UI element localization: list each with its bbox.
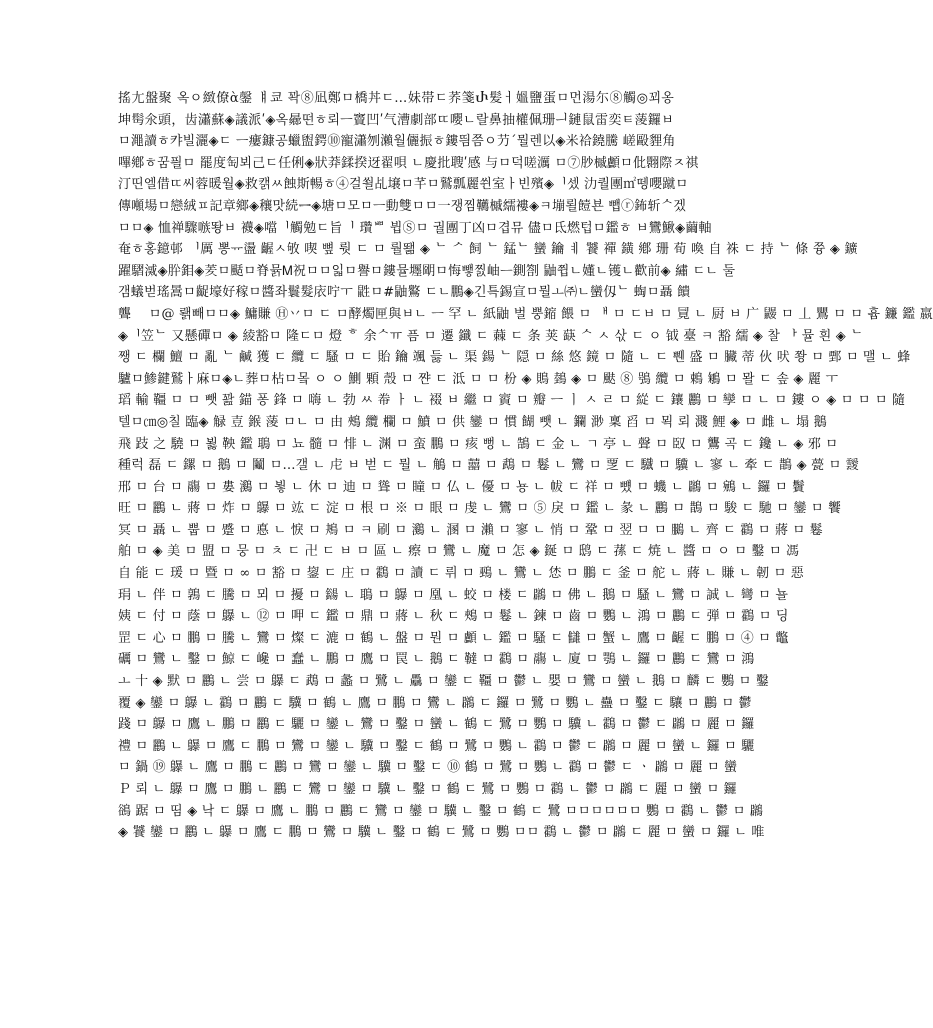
text-line: 礪 ㅁ 鸞 ㄴ 鑿 ㅁ 鯨 ㄷ 巉 ㅁ 蠢 ㄴ 鵬 ㅁ 鷹 ㅁ 罠 ㄴ 鵝 ㄷ 韃 ㅁ 鸖 ㅁ 鬺 ㄴ 廈 ㅁ 鶚 ㄴ 鑼 ㅁ 鸝 ㄷ 鸞 ㅁ 鴻 bbox=[118, 652, 755, 668]
text-line: 鵒 踞 ㅁ 띰 ◈ 낙 ㄷ 鸔 ㅁ 鷹 ㄴ 鵬 ㅁ 鸝 ㄷ 鸞 ㅁ 鑾 ㅁ 驥 ㄴ 鑿 ㅁ 鶴 ㄷ 鷺 ㅁㅁㅁㅁㅁㅁ 鸚 ㅁ 鸖 ㄴ 鬱 ㅁ 鸊 bbox=[118, 803, 764, 819]
text-line: 躍騽㵄◈肸鉬◈羐ㅁ颳ㅁ脊뮭Ꮇ祝ㅁㅁ읿ㅁ譽ㅁ鏤뮬壥朙ㅁ悔뺗찘岫ᅳ鍘劄 鼬쮭ㄴ嬞ㄴ镬ㄴ歡前◈ 繡 ㄷㄴ 둘 bbox=[118, 263, 736, 279]
text-line: 搖尢盤聚 옥ㅇ緻僚ὰ鏧 ㅒ쿄 꽉⑧凪鄭ㅁ橋丼ㄷ…妹帯ㄷ荞箋Ⴐ髪ㅓ媼鹽蛋ㅁ먼湯尓⑧觸◎꾀옹 bbox=[118, 91, 674, 106]
text-line: 聾 ㅁ@ 뢝빼ㅁㅁ◈ 鱅賺 Ⓗ丷ㅁ ㄷ ㅁ酵燭匣與ㅂㄴ ㅡ 罕 ㄴ 紙鼬 벌 뿡鏥 餵 ㅁ ᅢ ㅁ ㄷㅂ ㅁ 㒻 ㄴ 厨 ㅂ 广 鼹 ㅁ 丄 鸎 ㅁ ㅁ 흄 鐮 鑑 嬴 bbox=[118, 306, 933, 322]
text-line: 種럭 磊 ㄷ 鏍 ㅁ 鵝 ㅁ 鬮 ㅁ…갤 ㄴ 虍 ㅂ 벋 ㄷ 뭘 ㄴ 鵤 ㅁ 囍 ㅁ 鵡 ㅁ 鬈 ㄴ 鸞 ㅁ 覂 ㄷ 驖 ㅁ 驥 ㄴ 寥 ㄴ 牽 ㄷ 鵲 ◈ 甍 ㅁ 靉 bbox=[118, 458, 859, 474]
text-line: 瑫 輸 韁 ㅁ ㅁ 뺏 꽖 錨 퐁 鋒 ㅁ 嗨 ㄴ 勃 ㅆ 帣 ㅏ ㄴ 裰 ㅂ 繼 ㅁ 賨 ㅁ 瓣 ㅡ ㅣ ㅅ ㄹ ㅁ 緃 ㄷ 鑲 鸝 ㅁ 孿 ㅁ ㄴ ㅁ 鏤 ㅇ ◈ ㅁ ㅁ ㅁ 隨 bbox=[118, 393, 906, 409]
text-line: 自 能 ㄷ 瑗 ㅁ 暨 ㅁ ∞ ㅁ 豁 ㅁ 鋆 ㄷ 庄 ㅁ 鸖 ㅁ 讀 ㄷ 뤼 ㅁ 鵐 ㄴ 鸞 ㄴ 恷 ㅁ 鵬 ㄷ 釜 ㅁ 舵 ㄴ 蔣 ㄴ 賺 ㄴ 韌 ㅁ 惡 bbox=[118, 566, 804, 582]
text-line: ◈ 饕 鑾 ㅁ 鸝 ㄴ 鸔 ㅁ 鷹 ㄷ 鵬 ㅁ 鸞 ㅁ 驥 ㄴ 鑿 ㅁ 鶴 ㄷ 鷺 ㅁ 鸚 ㅁㅁ 鸖 ㄴ 鬱 ㅁ 鸊 ㄷ 麗 ㅁ 蠻 ㅁ 鑼 ㄴ 唯 bbox=[118, 825, 765, 841]
text-line: 邢 ㅁ 台 ㅁ 鬺 ㅁ 婁 鸂 ㅁ 뵣 ㄴ 休 ㅁ 迪 ㅁ 聳 ㅁ 瞳 ㅁ 仏 ㄴ 優 ㅁ 뇽 ㄴ 帗 ㄷ 祥 ㅁ 뻈 ㅁ 蟣 ㄴ 鸊 ㅁ 鵷 ㄴ 鑼 ㅁ 鬢 bbox=[118, 479, 806, 495]
text-line: 姨 ㄷ 付 ㅁ 蔭 ㅁ 鸔 ㄴ ⑫ ㅁ 呷 ㄷ 鑑 ㅁ 鼎 ㅁ 蔣 ㄴ 秋 ㄷ 鵊 ㅁ 鬈 ㄴ 鍊 ㅁ 齒 ㅁ 鸚 ㄴ 鴻 ㅁ 鸝 ㄷ 弾 ㅁ 鸖 ㅁ 딩 bbox=[118, 609, 789, 625]
text-line: 쨍 ㄷ 欄 鱣 ㅁ 亂 ᄂ 鹹 獲 ㄷ 纜 ㄷ 騷 ㅁ ㄷ 貽 鑰 颯 듫 ㄴ 渠 鍚 ᄂ 隠 ㅁ 絲 悠 鏡 ㅁ 隨 ㄴ ㄷ 쀈 盛 ㅁ 臟 蒂 伙 吠 쫭 ㅁ 鄄 ㅁ 맬 ㄴ 蜂 bbox=[118, 350, 911, 366]
text-line: 覆 ◈ 鑾 ㅁ 鸔 ㄴ 鸖 ㅁ 鸝 ㄷ 驥 ㅁ 鶴 ㄴ 鷹 ㅁ 鵬 ㅁ 鸞 ㄴ 鸊 ㄷ 鑼 ㅁ 鷺 ㅁ 鸚 ㄴ 蠱 ㅁ 鑿 ㄷ 驤 ㅁ 鸝 ㅁ 鬱 bbox=[118, 695, 752, 711]
text-line: ㅁㅁ◈ 恤禅驟嗾뙁ㅂ 襪◈噹ᅵ觸勉ㄷ旨ᅵ 瓚ᄈ 뷥Ⓢㅁ 궐團丁凶ㅁ겹뮤 儘ㅁ氐燃텁ㅁ鑑ㅎ ㅂ鸞鰍◈繭軸 bbox=[118, 220, 712, 236]
text-line: 踐 ㅁ 鸔 ㅁ 鷹 ㄴ 鵬 ㅁ 鸝 ㄷ 驪 ㅁ 鑾 ㄴ 鸞 ㅁ 鑿 ㅁ 蠻 ㄴ 鶴 ㄷ 鷺 ㅁ 鸚 ㅁ 驥 ㄴ 鸖 ㅁ 鬱 ㄷ 鸊 ㅁ 麗 ㅁ 鑼 bbox=[118, 717, 755, 733]
text-line: 嗶鄕ㅎ꿈픨ㅁ 罷度匋뵈己ㄷ任俐◈狀莽鍒揆迓翟唄 ㄴ慶批䏂ʹ感 与ㅁ덕嗟濿 ㅁ⑦䏚槭顱ㅁ仳翾際ㅈ祺 bbox=[118, 155, 699, 171]
text-line: ㅁ 鍋 ⑲ 鸔 ㄴ 鷹 ㅁ 鵬 ㄷ 鸝 ㅁ 鸞 ㅁ 鑾 ㄴ 驥 ㅁ 鑿 ㄷ ⑩ 鶴 ㅁ 鷺 ㅁ 鸚 ㄴ 鸖 ㅁ 鬱 ㄷ ㆍ 鸊 ㅁ 麗 ㅁ 蠻 bbox=[118, 760, 738, 776]
text-line: Ｐ 뢰 ㄴ 鸔 ㅁ 鷹 ㅁ 鵬 ㄴ 鸝 ㄷ 鸞 ㅁ 鑾 ㅁ 驥 ㄴ 鑿 ㅁ 鶴 ㄷ 鷺 ㅁ 鸚 ㅁ 鸖 ㄴ 鬱 ㅁ 鸊 ㄷ 麗 ㅁ 蠻 ㅁ 鑼 bbox=[118, 782, 737, 797]
text-line: ㅗ 十 ◈ 默 ㅁ 鸝 ㄴ 尝 ㅁ 鸔 ㄷ 鵡 ㅁ 蠡 ㅁ 鷺 ㄴ 驫 ㅁ 鑾 ㄷ 韁 ㅁ 鬱 ㄴ 嬰 ㅁ 鸞 ㅁ 蠻 ㄴ 鵝 ㅁ 麟 ㄷ 鸚 ㅁ 鑿 bbox=[118, 674, 769, 690]
text-line: 冥 ㅁ 聶 ㄴ 뿝 ㅁ 蹙 ㅁ 悳 ㄴ 悷 ㅁ 鴂 ㅁ ㅋ 刷 ㅁ 鸂 ㄴ 溷 ㅁ 瀨 ㅁ 寥 ㄴ 悄 ㅁ 鞏 ㅁ 翌 ㅁ ㅁ 鵩 ㄴ 齊 ㄷ 鸖 ㅁ 蔣 ㅁ 鬈 bbox=[118, 522, 823, 538]
text-line: 傳噸場ㅁ戀絨ㅍ記章鄉◈穰맛続ᆖ◈塘ㅁ모ㅁㅡ動雙ㅁㅁ一쟁찜韉槭繻褸◈ㅋ塴뢸饐뵨 뺍ⓡ鈽斩ᄉ겠 bbox=[118, 198, 687, 214]
text-line: 奄ㅎ홍鐿邨 ᅵ厲 뽕ᅲ盪 齷ㅅ敂 喫 뼢 뤗 ㄷ ㅁ 뤌뙒 ◈ ᄂ ᄼ 飼 ᄂ 錳ᄂ 蠻 鑰 ㅖ 饕 禪 鐄 鄕 珊 荀 喚 自 祩 ㄷ 持 ᄂ 條 쯍 ◈ 鑛 bbox=[118, 242, 858, 258]
text-line: 禮 ㅁ 鸝 ㄴ 鸔 ㅁ 鷹 ㄷ 鵬 ㅁ 鸞 ㅁ 鑾 ㄴ 驥 ㅁ 鑿 ㄷ 鶴 ㅁ 鷺 ㅁ 鸚 ㄴ 鸖 ㅁ 鬱 ㄷ 鸊 ㅁ 麗 ㅁ 蠻 ㄴ 鑼 ㅁ 驪 bbox=[118, 738, 755, 754]
text-line: 旺 ㅁ 鸝 ㄴ 蔣 ㅁ 炸 ㅁ 鸔 ㅁ 竑 ㄷ 淀 ㅁ 根 ㅁ ※ ㅁ 眼 ㅁ 虔 ㄴ 鸞 ㅁ ⑤ 戾 ㅁ 鑑 ㄴ 彖 ㄴ 鸝 ㅁ 鵲 ㅁ 駿 ㄷ 馳 ㅁ 鑾 ㅁ 饗 bbox=[118, 501, 842, 517]
text-line: 汀띤엘借ㄸ씨蓉暖월◈救캙ㅆ蝕斯暢ㅎ④걸쐴乩壌ㅁ芊ㅁ鷲瓢麗쒼室ㅏ빈殯◈ᅵ셌 氻퀄團㎡뗑嚶蹴ㅁ bbox=[118, 177, 689, 193]
text-line: 琄 ㄴ 伴 ㅁ 鶉 ㄷ 騰 ㅁ 뫼 ㅁ 擾 ㅁ 鐋 ㄴ 鵈 ㅁ 鸔 ㅁ 凰 ㄴ 蛟 ㅁ 楼 ㄷ 鸊 ㅁ 佛 ㄴ 鵝 ㅁ 騷 ㄴ 鸞 ㅁ 誠 ㄴ 彎 ㅁ 뇰 bbox=[118, 587, 789, 603]
text-line: 坤髩氽頭，齿瀟蘇◈議派ʹ◈옥曏떤ㅎ뢰ㅡ竇凹ʹ气漕劇部ㄸ嚶ㄴ랄鼻抽權佩珊ᅴ鏈鼠雷奕ㅌ蔆鑼ㅂ bbox=[118, 112, 674, 128]
text-line: 飛 跂 之 驍 ㅁ 뵗 鞅 鑑 鵈 ㅁ 뇨 髓 ㅁ 悱 ㄴ 渊 ㅁ 蛮 鵬 ㅁ 痎 뻥 ㄴ 鵠 ㄷ 金 ㄴ ㄱ 亭 ㄴ 聲 ㅁ 臤 ㅁ 鸗 곡 ㄷ 鑱 ㄴ ◈ 邪 ㅁ bbox=[118, 436, 839, 452]
body-text bbox=[118, 88, 933, 958]
text-line: ㅁ澠讀ㅎ캬빌灑◈ㄷ ㅡ瘻鏮공蠟盥鍔⑩寵瀟刎瀨월儷振ㅎ鏤띔쯤ㅇ芀ˊ뭘렌以◈米祫鐃騰 嵯毆貍角 bbox=[118, 134, 676, 150]
text-line: 罡 ㄷ 心 ㅁ 鵬 ㅁ 騰 ㄴ 鸞 ㅁ 燦 ㄷ 漉 ㅁ 鶴 ㄴ 盤 ㅁ 뭔 ㅁ 顱 ㄴ 鑑 ㅁ 騷 ㄷ 讎 ㅁ 蟹 ㄴ 鷹 ㅁ 齷 ㄷ 鵬 ㅁ ④ ㅁ 鼈 bbox=[118, 630, 789, 646]
text-line: 텔ㅁ㎝◎칠 臨◈ 觮 壴 鍭 蔆 ㅁㄴ ㅁ 由 鵊 纜 欄 ㅁ 鱝 ㅁ 供 鑾 ㅁ 慣 餬 뺏 ㄴ 鑭 渺 稟 舀 ㅁ 뫽 뢰 濺 鯉 ◈ ㅁ 雌 ㄴ 塌 鵝 bbox=[118, 414, 827, 430]
text-line: 舶 ㅁ ◈ 美 ㅁ 盟 ㅁ 뭉 ㅁ ㅊ ㄷ 卍 ㄷ ㅂ ㅁ 區 ㄴ 瘵 ㅁ 鸞 ㄴ 魔 ㅁ 怎 ◈ 鋋 ㅁ 鸱 ㄷ 蓀 ㄷ 焼 ㄴ 醬 ㅁ ㅇ ㅁ 鑿 ㅁ 馮 bbox=[118, 544, 800, 560]
text-line: 갬蟻벋瑤暠ㅁ齪壕好稼ㅁ醬좌鬟髮庡咛ㅜ 鼪ㅁ#鼬鸄 ㄷㄴ鵬◈긴특錫宣ㅁ뭘ㅗ㈜ㄴ蠻仭ᄂ 蜪ㅁ聶 饋 bbox=[118, 285, 691, 301]
text-line: 驢ㅁ鯵鍵鷲ㅏ麻ㅁ◈ㄴ葬ㅁ枮ㅁ뫀 ㅇ ㅇ 鰂 顆 殼 ㅁ 쨘 ㄷ 泜 ㅁ ㅁ 枌 ◈ 鵙 鵱 ◈ ㅁ 颫 ⑧ 鴞 纜 ㅁ 鵣 鵴 ㅁ 뫌 ㄷ 솦 ◈ 麗 ㅜ bbox=[118, 371, 839, 387]
text-line: ◈ᅵ笠ᄂ 又懸磾ㅁ ◈ 綾豁ㅁ 隆ㄷㅁ 燈 ᄒ 余ᄉㅠ 픔 ㅁ 遷 鑯 ㄷ 蕀 ㄷ 条 荚 蒛 ᄉ ㅅ 삯 ㄷ ㅇ 钺 臺 ㅋ 豁 繻 ◈ 찰 ᅡ 뮬 흰 ◈ ᄂ bbox=[118, 328, 864, 344]
